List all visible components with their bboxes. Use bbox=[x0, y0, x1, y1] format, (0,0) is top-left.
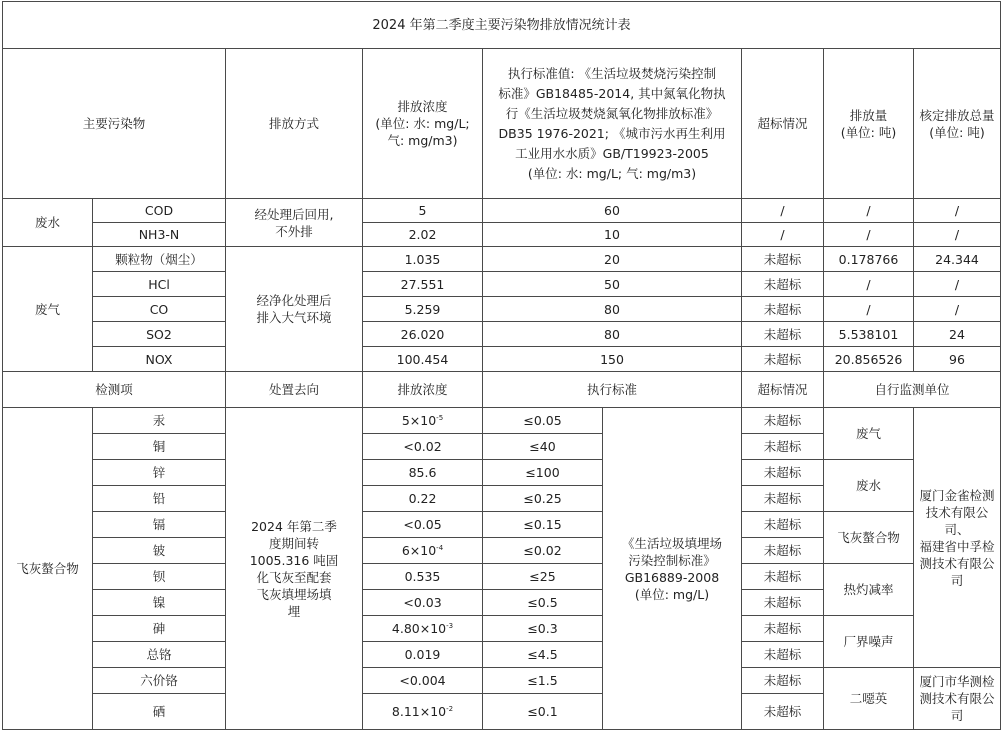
header-amount bbox=[824, 49, 914, 199]
disposal-description bbox=[226, 408, 363, 730]
item-exceed: 未超标 bbox=[742, 642, 824, 668]
fly-ash-standard bbox=[603, 408, 742, 730]
item-limit: ≤0.25 bbox=[483, 486, 603, 512]
pollutant-name: CO bbox=[93, 297, 226, 322]
category-waste-gas: 废气 bbox=[3, 247, 93, 372]
table-row bbox=[3, 616, 1001, 642]
item-concentration bbox=[363, 434, 483, 460]
method-line: 排入大气环境 bbox=[256, 310, 332, 325]
header-std-line6: (单位: 水: mg/L; 气: mg/m3) bbox=[527, 165, 697, 181]
concentration-value: 2.02 bbox=[363, 223, 483, 247]
table-row bbox=[3, 247, 1001, 272]
item-name: 汞 bbox=[93, 408, 226, 434]
approved-total: 96 bbox=[914, 347, 1001, 372]
item-exceed: 未超标 bbox=[742, 564, 824, 590]
emission-amount: 20.856526 bbox=[824, 347, 914, 372]
disposal-line: 化飞灰至配套 bbox=[256, 569, 332, 585]
category-fly-ash: 飞灰螯合物 bbox=[3, 408, 93, 730]
item-concentration bbox=[363, 408, 483, 434]
item-exceed: 未超标 bbox=[742, 616, 824, 642]
header-std-line2: 标准》GB18485-2014, 其中氮氧化物执 bbox=[498, 85, 726, 101]
pollutant-name: COD bbox=[93, 199, 226, 223]
item-concentration bbox=[363, 512, 483, 538]
standard-value: 150 bbox=[483, 347, 742, 372]
emission-amount: / bbox=[824, 272, 914, 297]
standard-value: 60 bbox=[483, 199, 742, 223]
item-limit: ≤0.15 bbox=[483, 512, 603, 538]
exceed-status: / bbox=[742, 199, 824, 223]
disposal-line: 1005.316 吨固 bbox=[249, 552, 339, 568]
item-concentration bbox=[363, 460, 483, 486]
item-exceed: 未超标 bbox=[742, 694, 824, 730]
item-exceed: 未超标 bbox=[742, 538, 824, 564]
approved-total: / bbox=[914, 199, 1001, 223]
approved-total: 24 bbox=[914, 322, 1001, 347]
item-concentration bbox=[363, 694, 483, 730]
item-exceed: 未超标 bbox=[742, 434, 824, 460]
item-concentration bbox=[363, 590, 483, 616]
item-exceed: 未超标 bbox=[742, 590, 824, 616]
unit-line: 厦门市华测检 bbox=[919, 674, 995, 689]
item-exceed: 未超标 bbox=[742, 668, 824, 694]
header-disposal: 处置去向 bbox=[226, 372, 363, 408]
approved-total: / bbox=[914, 272, 1001, 297]
exceed-status: 未超标 bbox=[742, 297, 824, 322]
emission-amount: / bbox=[824, 297, 914, 322]
item-exceed: 未超标 bbox=[742, 512, 824, 538]
conc-base: 0.019 bbox=[404, 647, 441, 662]
table-row bbox=[3, 512, 1001, 538]
item-limit: ≤0.3 bbox=[483, 616, 603, 642]
item-limit: ≤0.05 bbox=[483, 408, 603, 434]
item-name: 锌 bbox=[93, 460, 226, 486]
std-line: 《生活垃圾填埋场 bbox=[621, 535, 722, 551]
header-conc-line1: 排放浓度 bbox=[397, 99, 448, 114]
header-total bbox=[914, 49, 1001, 199]
standard-value: 20 bbox=[483, 247, 742, 272]
item-concentration bbox=[363, 642, 483, 668]
item-limit: ≤0.5 bbox=[483, 590, 603, 616]
conc-exponent: -5 bbox=[436, 414, 444, 422]
header-test-item: 检测项 bbox=[3, 372, 226, 408]
item-limit: ≤100 bbox=[483, 460, 603, 486]
header-amount-line2: (单位: 吨) bbox=[840, 124, 897, 140]
disposal-line: 2024 年第二季 bbox=[251, 518, 337, 534]
item-exceed: 未超标 bbox=[742, 408, 824, 434]
header-fly-ash-exceed: 超标情况 bbox=[742, 372, 824, 408]
header-total-line1: 核定排放总量 bbox=[919, 107, 995, 123]
disposal-line: 飞灰填埋场填 bbox=[256, 586, 332, 602]
item-limit: ≤4.5 bbox=[483, 642, 603, 668]
pollutant-name: SO2 bbox=[93, 322, 226, 347]
method-line: 经处理后回用, bbox=[254, 206, 334, 222]
item-name: 总铬 bbox=[93, 642, 226, 668]
unit-line: 厦门金雀检测 bbox=[919, 487, 995, 503]
standard-value: 10 bbox=[483, 223, 742, 247]
header-monitor-unit: 自行监测单位 bbox=[824, 372, 1001, 408]
monitor-item: 二噁英 bbox=[824, 668, 914, 730]
method-waste-gas bbox=[226, 247, 363, 372]
item-limit: ≤0.1 bbox=[483, 694, 603, 730]
monitor-item: 飞灰螯合物 bbox=[824, 512, 914, 564]
category-wastewater: 废水 bbox=[3, 199, 93, 247]
item-limit: ≤40 bbox=[483, 434, 603, 460]
exceed-status: / bbox=[742, 223, 824, 247]
header-fly-ash-std: 执行标准 bbox=[483, 372, 742, 408]
emission-statistics-table bbox=[2, 1, 1001, 730]
pollutant-name: NH3-N bbox=[93, 223, 226, 247]
fly-ash-header-row bbox=[3, 372, 1001, 408]
pollutant-name: NOX bbox=[93, 347, 226, 372]
item-concentration bbox=[363, 564, 483, 590]
approved-total: / bbox=[914, 297, 1001, 322]
conc-exponent: -4 bbox=[436, 544, 444, 552]
conc-base: 85.6 bbox=[408, 465, 437, 480]
unit-line: 福建省中孚检 bbox=[919, 538, 995, 554]
exceed-status: 未超标 bbox=[742, 322, 824, 347]
item-exceed: 未超标 bbox=[742, 486, 824, 512]
item-name: 钡 bbox=[93, 564, 226, 590]
unit-line: 司 bbox=[950, 708, 964, 723]
table-title: 2024 年第二季度主要污染物排放情况统计表 bbox=[3, 2, 1001, 49]
method-line: 经净化处理后 bbox=[256, 293, 332, 308]
item-name: 镍 bbox=[93, 590, 226, 616]
unit-line: 测技术有限公 bbox=[919, 555, 995, 571]
header-std-line4: DB35 1976-2021; 《城市污水再生利用 bbox=[498, 125, 726, 141]
unit-line: 司、 bbox=[944, 521, 970, 537]
item-name: 铜 bbox=[93, 434, 226, 460]
conc-base: 6×10 bbox=[401, 543, 437, 558]
header-amount-line1: 排放量 bbox=[849, 107, 888, 123]
monitor-unit-2 bbox=[914, 668, 1001, 730]
header-fly-ash-conc: 排放浓度 bbox=[363, 372, 483, 408]
monitor-item: 废水 bbox=[824, 460, 914, 512]
pollutant-name: 颗粒物（烟尘） bbox=[93, 247, 226, 272]
unit-line: 司 bbox=[950, 572, 964, 588]
item-concentration bbox=[363, 486, 483, 512]
header-standard bbox=[483, 49, 742, 199]
emission-amount: / bbox=[824, 223, 914, 247]
table-row bbox=[3, 408, 1001, 434]
pollutant-name: HCl bbox=[93, 272, 226, 297]
monitor-item: 厂界噪声 bbox=[824, 616, 914, 668]
header-std-line5: 工业用水水质》GB/T19923-2005 bbox=[515, 145, 709, 161]
approved-total: 24.344 bbox=[914, 247, 1001, 272]
method-line: 不外排 bbox=[275, 223, 313, 239]
concentration-value: 100.454 bbox=[363, 347, 483, 372]
concentration-value: 27.551 bbox=[363, 272, 483, 297]
item-concentration bbox=[363, 538, 483, 564]
table-row bbox=[3, 460, 1001, 486]
header-conc-line2: (单位: 水: mg/L; bbox=[375, 116, 470, 131]
exceed-status: 未超标 bbox=[742, 272, 824, 297]
header-row bbox=[3, 49, 1001, 199]
std-line: 污染控制标准》 bbox=[628, 552, 716, 568]
disposal-line: 埋 bbox=[287, 603, 301, 619]
header-std-line1: 执行标准值: 《生活垃圾焚烧污染控制 bbox=[507, 65, 717, 81]
disposal-line: 度期间转 bbox=[268, 535, 319, 551]
table-row bbox=[3, 347, 1001, 372]
item-limit: ≤1.5 bbox=[483, 668, 603, 694]
header-concentration bbox=[363, 49, 483, 199]
conc-base: <0.03 bbox=[403, 595, 442, 610]
monitor-item: 热灼减率 bbox=[824, 564, 914, 616]
std-line: GB16889-2008 bbox=[624, 569, 720, 585]
standard-value: 50 bbox=[483, 272, 742, 297]
table-row bbox=[3, 668, 1001, 694]
header-total-line2: (单位: 吨) bbox=[929, 124, 985, 140]
method-wastewater bbox=[226, 199, 363, 247]
header-method: 排放方式 bbox=[226, 49, 363, 199]
conc-base: 5×10 bbox=[401, 413, 437, 428]
table-row bbox=[3, 223, 1001, 247]
header-pollutant: 主要污染物 bbox=[3, 49, 226, 199]
emission-amount: / bbox=[824, 199, 914, 223]
conc-base: 8.11×10 bbox=[391, 704, 447, 719]
emission-amount: 0.178766 bbox=[824, 247, 914, 272]
exceed-status: 未超标 bbox=[742, 347, 824, 372]
table-row bbox=[3, 564, 1001, 590]
table-row bbox=[3, 199, 1001, 223]
table-row bbox=[3, 322, 1001, 347]
conc-base: <0.02 bbox=[403, 439, 442, 454]
item-name: 硒 bbox=[93, 694, 226, 730]
header-std-line3: 行《生活垃圾焚烧氮氧化物排放标准》 bbox=[505, 105, 719, 121]
header-exceed: 超标情况 bbox=[742, 49, 824, 199]
std-line: (单位: mg/L) bbox=[634, 586, 710, 602]
item-concentration bbox=[363, 668, 483, 694]
emission-amount: 5.538101 bbox=[824, 322, 914, 347]
exceed-status: 未超标 bbox=[742, 247, 824, 272]
concentration-value: 1.035 bbox=[363, 247, 483, 272]
item-name: 铍 bbox=[93, 538, 226, 564]
item-limit: ≤0.02 bbox=[483, 538, 603, 564]
unit-line: 技术有限公 bbox=[925, 504, 989, 520]
conc-exponent: -3 bbox=[446, 622, 454, 630]
item-name: 六价铬 bbox=[93, 668, 226, 694]
conc-base: 4.80×10 bbox=[391, 621, 447, 636]
conc-base: 0.535 bbox=[404, 569, 441, 584]
conc-base: <0.05 bbox=[403, 517, 442, 532]
monitor-item: 废气 bbox=[824, 408, 914, 460]
concentration-value: 5.259 bbox=[363, 297, 483, 322]
item-concentration bbox=[363, 616, 483, 642]
unit-line: 测技术有限公 bbox=[919, 691, 995, 706]
table-row bbox=[3, 297, 1001, 322]
table-row bbox=[3, 272, 1001, 297]
item-name: 铅 bbox=[93, 486, 226, 512]
standard-value: 80 bbox=[483, 297, 742, 322]
item-name: 砷 bbox=[93, 616, 226, 642]
concentration-value: 5 bbox=[363, 199, 483, 223]
item-exceed: 未超标 bbox=[742, 460, 824, 486]
conc-base: <0.004 bbox=[399, 673, 446, 688]
conc-exponent: -2 bbox=[446, 705, 454, 713]
header-conc-line3: 气: mg/m3) bbox=[387, 133, 458, 148]
monitor-unit-1 bbox=[914, 408, 1001, 668]
concentration-value: 26.020 bbox=[363, 322, 483, 347]
item-limit: ≤25 bbox=[483, 564, 603, 590]
approved-total: / bbox=[914, 223, 1001, 247]
conc-base: 0.22 bbox=[408, 491, 437, 506]
item-name: 镉 bbox=[93, 512, 226, 538]
standard-value: 80 bbox=[483, 322, 742, 347]
